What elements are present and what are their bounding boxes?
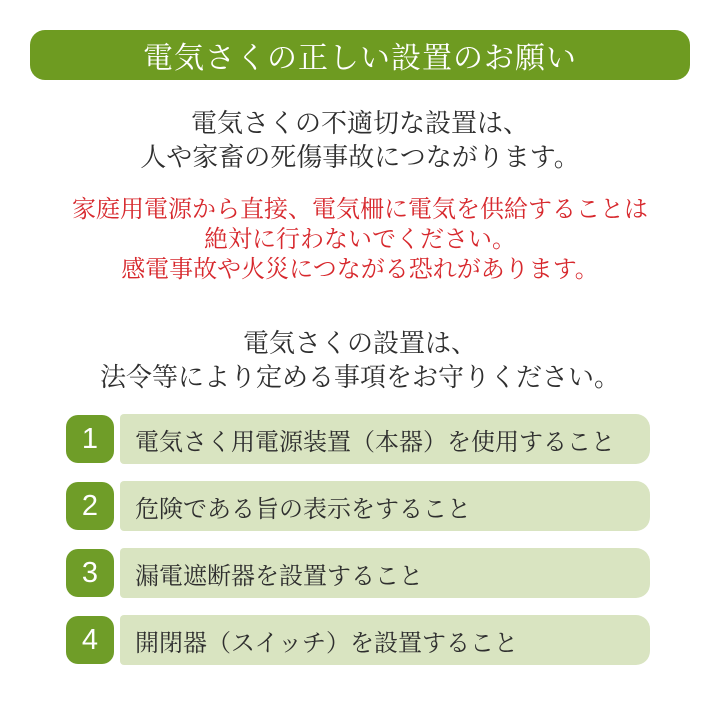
intro-line-1: 電気さくの不適切な設置は、 [190,108,529,138]
rule-band-1 [120,414,650,464]
rule-number-badge-3 [66,549,114,597]
rule-number-badge-2 [66,482,114,530]
rule-band-3 [120,548,650,598]
rule-number-badge-1 [66,415,114,463]
warning-line-2: 絶対に行わないでください。 [204,226,516,253]
rule-number-2: 2 [81,489,99,522]
rule-label-2: 危険である旨の表示をすること [135,495,471,523]
rule-band-4 [120,615,650,665]
rule-label-1: 電気さく用電源装置（本器）を使用すること [135,428,615,456]
legal-line-2: 法令等により定める事項をお守りください。 [99,362,620,392]
warning-text [0,195,720,285]
rule-label-4: 開閉器（スイッチ）を設置すること [135,629,519,657]
rule-item-3 [66,548,650,598]
legal-line-1: 電気さくの設置は、 [242,328,477,358]
page-title: 電気さくの正しい設置のお願い [143,42,577,75]
intro-line-2: 人や家畜の死傷事故につながります。 [140,142,580,172]
rule-number-3: 3 [81,556,99,589]
rule-number-badge-4 [66,616,114,664]
rule-item-1 [66,414,650,464]
rule-band-2 [120,481,650,531]
header-banner [30,30,690,80]
rule-label-3: 漏電遮断器を設置すること [135,562,423,590]
rule-number-4: 4 [81,623,99,656]
rule-item-2 [66,481,650,531]
rule-number-1: 1 [81,422,99,455]
intro-text [0,106,720,174]
rule-item-4 [66,615,650,665]
rules-list [66,414,650,682]
warning-line-1: 家庭用電源から直接、電気柵に電気を供給することは [72,196,648,223]
warning-line-3: 感電事故や火災につながる恐れがあります。 [121,256,599,283]
legal-text [0,326,720,394]
